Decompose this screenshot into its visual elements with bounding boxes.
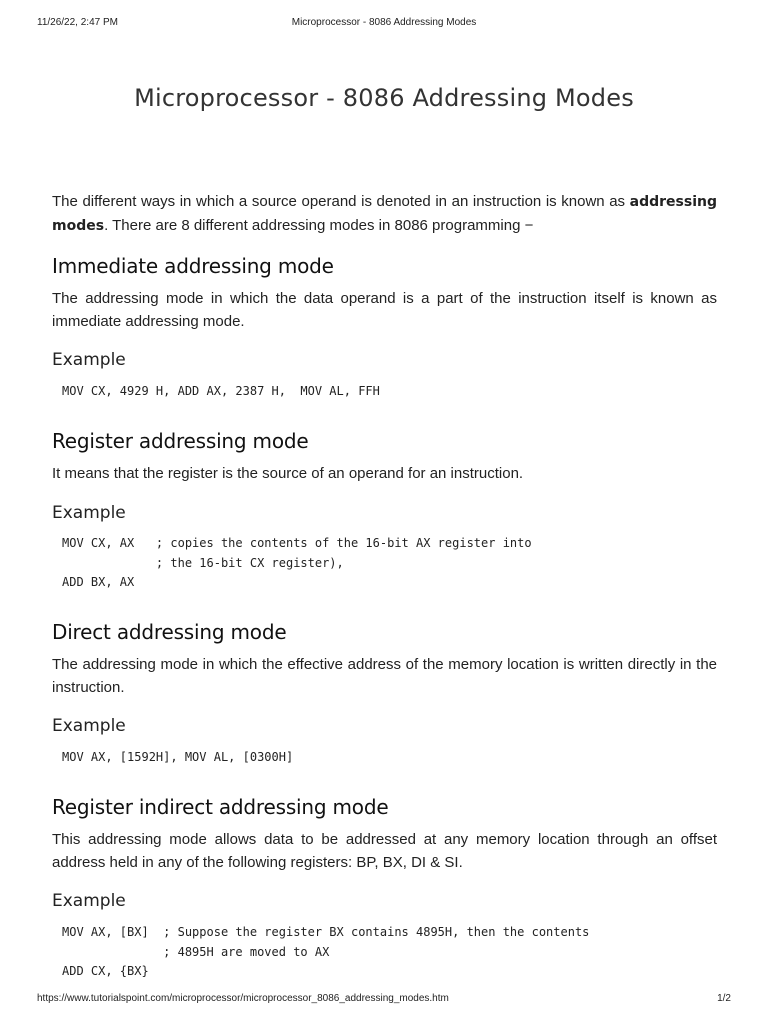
print-header — [37, 17, 731, 31]
page-title: Microprocessor - 8086 Addressing Modes — [134, 84, 634, 112]
intro-bold-term: addressing modes — [52, 194, 717, 234]
section-description-direct: The addressing mode in which the effective address of the memory location is written directly in the instruction. — [52, 656, 717, 696]
code-block-direct: MOV AX, [1592H], MOV AL, [0300H] — [62, 750, 294, 764]
print-footer — [37, 993, 731, 1007]
code-block-register-indirect: MOV AX, [BX] ; Suppose the register BX contains 4895H, then the contents ; 4895H are moved to AX ADD CX, {BX} — [62, 925, 590, 978]
code-block-register: MOV CX, AX ; copies the contents of the 16-bit AX register into ; the 16-bit CX register), ADD BX, AX — [62, 536, 532, 589]
print-url: https://www.tutorialspoint.com/microprocessor/microprocessor_8086_addressing_modes.htm — [37, 993, 449, 1004]
section-heading-register: Register addressing mode — [52, 429, 309, 453]
example-label-register: Example — [52, 503, 126, 523]
section-heading-register-indirect: Register indirect addressing mode — [52, 795, 389, 819]
intro-paragraph: The different ways in which a source operand is denoted in an instruction is known as addressing modes. There are 8 different addressing modes in 8086 programming − — [52, 193, 717, 234]
section-description-register: It means that the register is the source of an operand for an instruction. — [52, 465, 524, 482]
section-heading-immediate: Immediate addressing mode — [52, 254, 334, 278]
print-datetime: 11/26/22, 2:47 PM — [37, 17, 118, 28]
page-number: 1/2 — [717, 993, 731, 1004]
section-description-immediate: The addressing mode in which the data operand is a part of the instruction itself is known as immediate addressing mode. — [52, 290, 717, 330]
section-description-register-indirect: This addressing mode allows data to be addressed at any memory location through an offset address held in any of the following registers: BP, BX, DI & SI. — [52, 831, 717, 871]
code-block-immediate: MOV CX, 4929 H, ADD AX, 2387 H, MOV AL, FFH — [62, 384, 380, 398]
example-label-immediate: Example — [52, 350, 126, 370]
example-label-register-indirect: Example — [52, 891, 126, 911]
example-label-direct: Example — [52, 716, 126, 736]
print-page-title: Microprocessor - 8086 Addressing Modes — [291, 17, 477, 28]
section-heading-direct: Direct addressing mode — [52, 620, 287, 644]
